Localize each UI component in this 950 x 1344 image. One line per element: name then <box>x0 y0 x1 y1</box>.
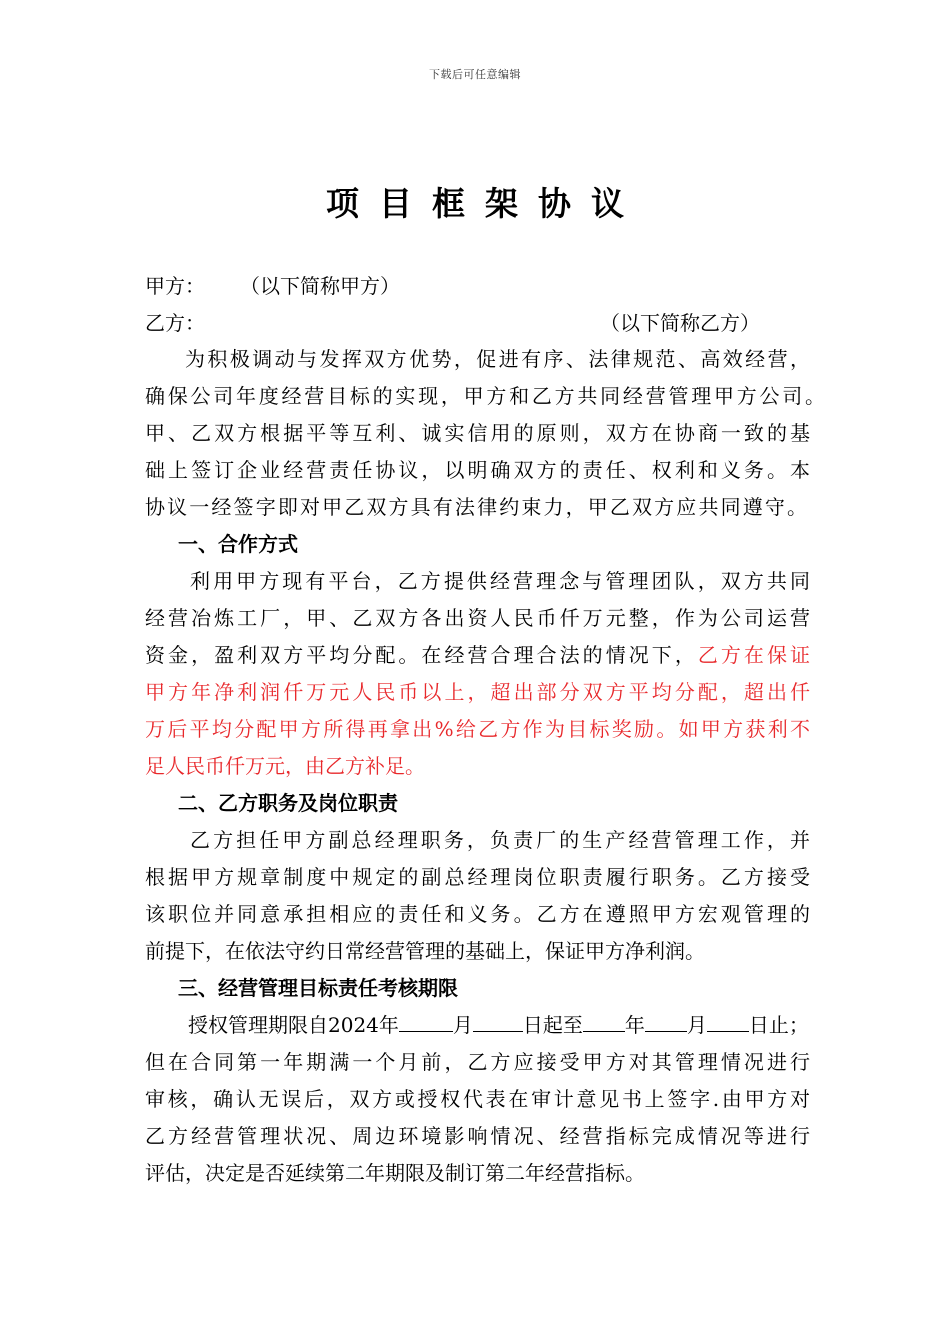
term-blank-day-start <box>473 1011 523 1032</box>
intro-line-1: 为积极调动与发挥双方优势，促进有序、法律规范、高效经营， <box>185 347 810 371</box>
section-1-line-4: 甲方年净利润仟万元人民币以上，超出部分双方平均分配，超出仟 <box>145 680 810 704</box>
section-1-line-3-text: 资金，盈利双方平均分配。在经营合理合法的情况下， <box>145 643 698 667</box>
term-blank-month-start <box>399 1011 453 1032</box>
section-3-line-2: 审核，确认无误后，双方或授权代表在审计意见书上签字.由甲方对 <box>145 1087 810 1111</box>
section-1-line-1: 利用甲方现有平台，乙方提供经营理念与管理团队，双方共同 <box>190 569 810 593</box>
term-month-start: 月 <box>452 1013 473 1037</box>
term-day-end: 日止； <box>748 1013 809 1037</box>
party-b-label: 乙方： <box>145 311 205 335</box>
section-3-line-3: 乙方经营管理状况、周边环境影响情况、经营指标完成情况等进行 <box>145 1124 810 1148</box>
intro-line-4: 础上签订企业经营责任协议，以明确双方的责任、权利和义务。本 <box>145 458 810 482</box>
section-1-heading: 一、合作方式 <box>178 532 298 556</box>
party-a-suffix: （以下简称甲方） <box>240 274 400 298</box>
term-year-end: 年 <box>624 1013 645 1037</box>
intro-line-5: 协议一经签字即对甲乙双方具有法律约束力，甲乙双方应共同遵守。 <box>145 495 807 519</box>
term-prefix: 授权管理期限自2024年 <box>188 1013 399 1037</box>
section-2-line-1: 乙方担任甲方副总经理职务，负责厂的生产经营管理工作，并 <box>190 828 810 852</box>
party-b-suffix: （以下简称乙方） <box>600 311 760 335</box>
section-3-line-4: 评估，决定是否延续第二年期限及制订第二年经营指标。 <box>145 1161 645 1185</box>
term-blank-month-end <box>645 1011 687 1032</box>
section-1-line-3 <box>145 637 810 673</box>
intro-line-2: 确保公司年度经营目标的实现，甲方和乙方共同经营管理甲方公司。 <box>145 384 825 408</box>
section-3-term-line <box>188 1007 810 1043</box>
term-blank-day-end <box>707 1011 749 1032</box>
party-a-label: 甲方： <box>145 274 205 298</box>
section-2-line-2: 根据甲方规章制度中规定的副总经理岗位职责履行职务。乙方接受 <box>145 865 810 889</box>
section-2-heading: 二、乙方职务及岗位职责 <box>178 791 398 815</box>
section-2-line-4: 前提下，在依法守约日常经营管理的基础上，保证甲方净利润。 <box>145 939 705 963</box>
section-2-line-3: 该职位并同意承担相应的责任和义务。乙方在遵照甲方宏观管理的 <box>145 902 810 926</box>
term-day-start: 日起至 <box>522 1013 583 1037</box>
section-1-line-3-emphasis: 乙方在保证 <box>697 643 811 667</box>
intro-line-3: 甲、乙双方根据平等互利、诚实信用的原则，双方在协商一致的基 <box>145 421 810 445</box>
section-1-line-5: 万后平均分配甲方所得再拿出%给乙方作为目标奖励。如甲方获利不 <box>145 717 810 741</box>
document-title: 项目框架协议 <box>326 184 644 223</box>
section-1-line-2: 经营冶炼工厂，甲、乙双方各出资人民币仟万元整，作为公司运营 <box>145 606 810 630</box>
section-3-line-1: 但在合同第一年期满一个月前，乙方应接受甲方对其管理情况进行 <box>145 1050 810 1074</box>
term-blank-year-end <box>583 1011 625 1032</box>
section-3-heading: 三、经营管理目标责任考核期限 <box>178 976 458 1000</box>
section-1-line-6: 足人民币仟万元，由乙方补足。 <box>145 754 425 778</box>
header-note: 下载后可任意编辑 <box>429 68 521 81</box>
term-month-end: 月 <box>686 1013 707 1037</box>
